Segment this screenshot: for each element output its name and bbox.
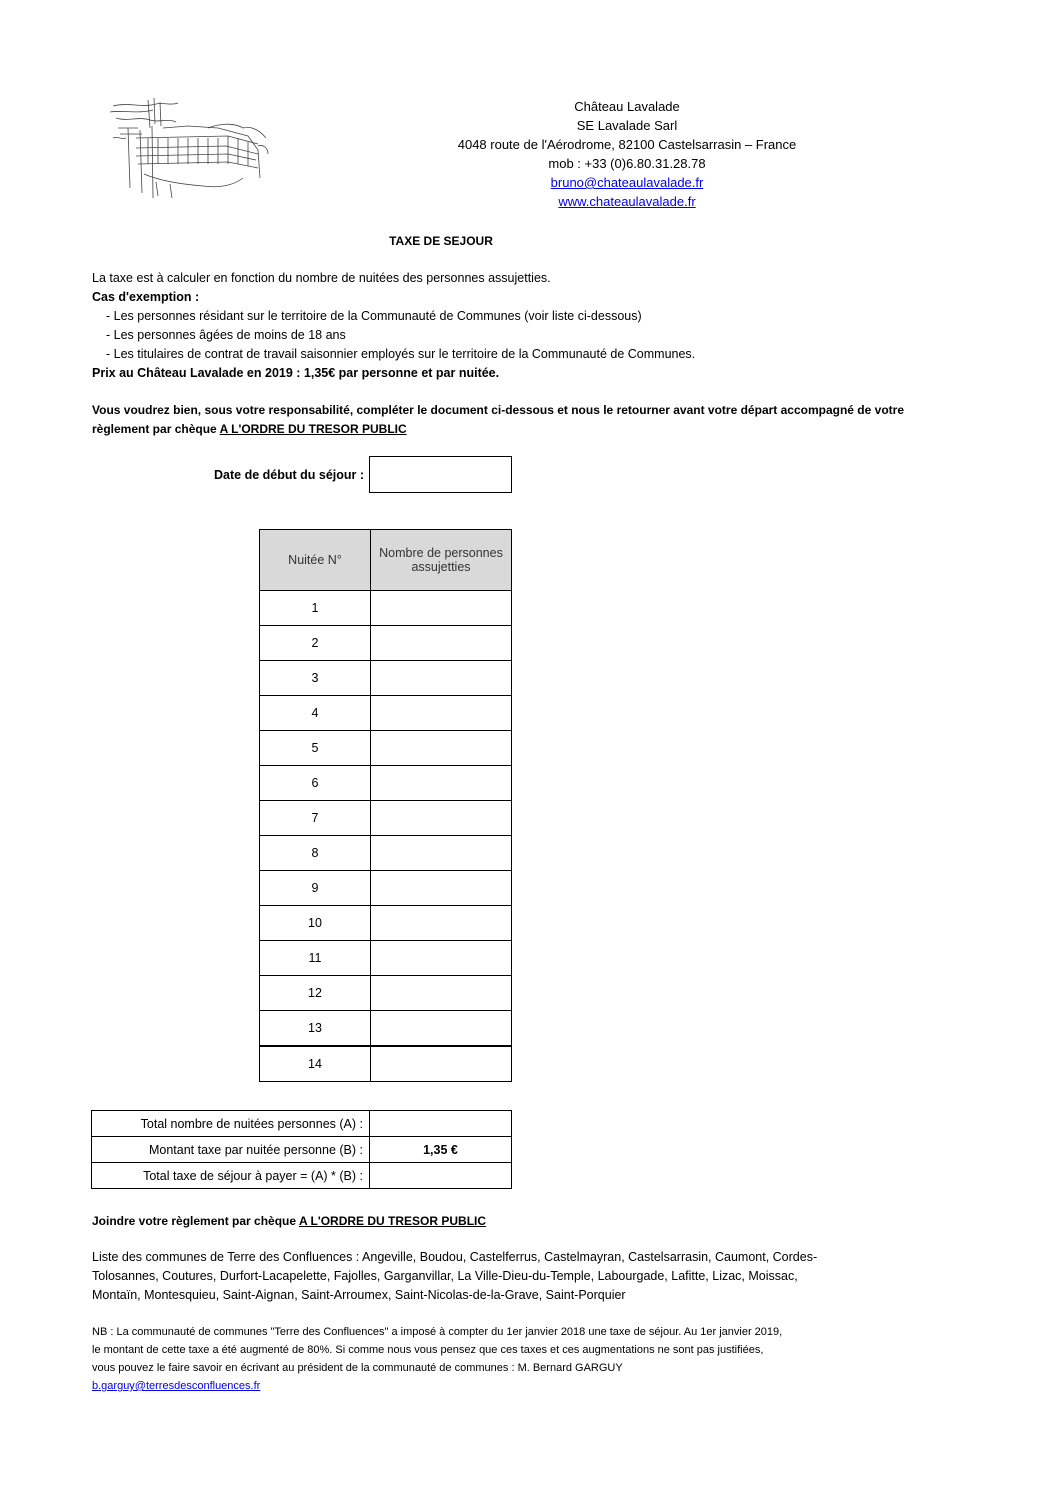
night-number: 13 bbox=[260, 1011, 371, 1047]
table-row bbox=[260, 696, 512, 731]
instructions-payee: A L'ORDRE DU TRESOR PUBLIC bbox=[219, 422, 407, 436]
exemption-item: - Les personnes âgées de moins de 18 ans bbox=[106, 328, 346, 342]
total-nights-label: Total nombre de nuitées personnes (A) : bbox=[92, 1111, 370, 1137]
table-row bbox=[260, 731, 512, 766]
night-number: 1 bbox=[260, 591, 371, 626]
start-date-field[interactable] bbox=[369, 456, 512, 493]
night-number: 8 bbox=[260, 836, 371, 871]
tax-rate-value: 1,35 € bbox=[370, 1137, 512, 1163]
company-phone: mob : +33 (0)6.80.31.28.78 bbox=[548, 156, 706, 171]
instructions-payment-text: règlement par chèque bbox=[92, 422, 220, 436]
company-address: 4048 route de l'Aérodrome, 82100 Castelsarrasin – France bbox=[457, 137, 797, 152]
table-row bbox=[260, 906, 512, 941]
exemption-item: - Les personnes résidant sur le territoire de la Communauté de Communes (voir liste ci-dessous) bbox=[106, 309, 642, 323]
totals-row bbox=[92, 1163, 512, 1189]
night-number: 11 bbox=[260, 941, 371, 976]
night-number: 9 bbox=[260, 871, 371, 906]
persons-cell[interactable] bbox=[371, 1046, 512, 1082]
chateau-logo bbox=[108, 98, 270, 198]
persons-cell[interactable] bbox=[371, 801, 512, 836]
night-number: 7 bbox=[260, 801, 371, 836]
table-row bbox=[260, 591, 512, 626]
nb-text: NB : La communauté de communes "Terre des Confluences" a imposé à compter du 1er janvier 2018 une taxe de séjour. Au 1er janvier 2019, bbox=[92, 1326, 783, 1338]
table-row bbox=[260, 941, 512, 976]
nights-table bbox=[259, 529, 512, 1082]
date-label: Date de début du séjour : bbox=[214, 468, 365, 482]
night-number: 10 bbox=[260, 906, 371, 941]
night-number: 2 bbox=[260, 626, 371, 661]
price-text: Prix au Château Lavalade en 2019 : 1,35€ par personne et par nuitée. bbox=[92, 366, 500, 380]
instructions-text: Vous voudrez bien, sous votre responsabilité, compléter le document ci-dessous et nous le retourner avant votre départ accompagné de votre bbox=[92, 403, 904, 417]
table-row bbox=[260, 836, 512, 871]
persons-cell[interactable] bbox=[371, 976, 512, 1011]
payment-payee: A L'ORDRE DU TRESOR PUBLIC bbox=[298, 1214, 487, 1228]
communes-text: Montaïn, Montesquieu, Saint-Aignan, Saint-Arroumex, Saint-Nicolas-de-la-Grave, Saint-Porquier bbox=[92, 1288, 626, 1302]
totals-row bbox=[92, 1137, 512, 1163]
payment-text: Joindre votre règlement par chèque bbox=[92, 1214, 299, 1228]
night-number: 6 bbox=[260, 766, 371, 801]
totals-table bbox=[91, 1110, 512, 1189]
communes-text: Tolosannes, Coutures, Durfort-Lacapelette, Fajolles, Garganvillar, La Ville-Dieu-du-Temple, Labourgade, Lafitte, Lizac, Moissac, bbox=[92, 1269, 798, 1283]
table-row bbox=[260, 661, 512, 696]
table-row bbox=[260, 976, 512, 1011]
exemption-item: - Les titulaires de contrat de travail saisonnier employés sur le territoire de la Communauté de Communes. bbox=[106, 347, 696, 361]
night-number: 5 bbox=[260, 731, 371, 766]
persons-cell[interactable] bbox=[371, 766, 512, 801]
night-number: 12 bbox=[260, 976, 371, 1011]
company-name: Château Lavalade bbox=[574, 99, 680, 114]
nb-text: le montant de cette taxe a été augmenté de 80%. Si comme nous vous pensez que ces taxes et ces augmentations ne sont pas justifiées, bbox=[92, 1344, 764, 1356]
table-row bbox=[260, 1011, 512, 1047]
persons-cell[interactable] bbox=[371, 731, 512, 766]
intro-text: La taxe est à calculer en fonction du nombre de nuitées des personnes assujetties. bbox=[92, 271, 551, 285]
persons-cell[interactable] bbox=[371, 1011, 512, 1047]
email-link[interactable]: bruno@chateaulavalade.fr bbox=[550, 175, 704, 190]
persons-cell[interactable] bbox=[371, 871, 512, 906]
total-tax-field[interactable] bbox=[370, 1163, 512, 1189]
communes-text: Liste des communes de Terre des Confluences : Angeville, Boudou, Castelferrus, Castelmayran, Castelsarrasin, Caumont, Cordes- bbox=[92, 1250, 818, 1264]
table-row bbox=[260, 801, 512, 836]
page-title: TAXE DE SEJOUR bbox=[389, 234, 493, 248]
night-number: 3 bbox=[260, 661, 371, 696]
persons-cell[interactable] bbox=[371, 906, 512, 941]
exemption-title: Cas d'exemption : bbox=[92, 290, 200, 304]
night-number: 4 bbox=[260, 696, 371, 731]
column-header-night: Nuitée N° bbox=[260, 530, 371, 591]
website-link[interactable]: www.chateaulavalade.fr bbox=[558, 194, 696, 209]
column-header-persons: Nombre de personnes assujetties bbox=[371, 530, 512, 591]
persons-cell[interactable] bbox=[371, 626, 512, 661]
persons-cell[interactable] bbox=[371, 836, 512, 871]
president-email-link[interactable]: b.garguy@terresdesconfluences.fr bbox=[92, 1380, 261, 1392]
company-legal-name: SE Lavalade Sarl bbox=[576, 118, 678, 133]
tax-rate-label: Montant taxe par nuitée personne (B) : bbox=[92, 1137, 370, 1163]
persons-cell[interactable] bbox=[371, 696, 512, 731]
night-number: 14 bbox=[260, 1046, 371, 1082]
table-row bbox=[260, 766, 512, 801]
persons-cell[interactable] bbox=[371, 941, 512, 976]
table-row bbox=[260, 626, 512, 661]
persons-cell[interactable] bbox=[371, 591, 512, 626]
totals-row bbox=[92, 1111, 512, 1137]
total-tax-label: Total taxe de séjour à payer = (A) * (B) : bbox=[92, 1163, 370, 1189]
total-nights-field[interactable] bbox=[370, 1111, 512, 1137]
table-row bbox=[260, 1046, 512, 1082]
nb-text: vous pouvez le faire savoir en écrivant au président de la communauté de communes : M. Bernard GARGUY bbox=[92, 1362, 623, 1374]
persons-cell[interactable] bbox=[371, 661, 512, 696]
table-row bbox=[260, 871, 512, 906]
